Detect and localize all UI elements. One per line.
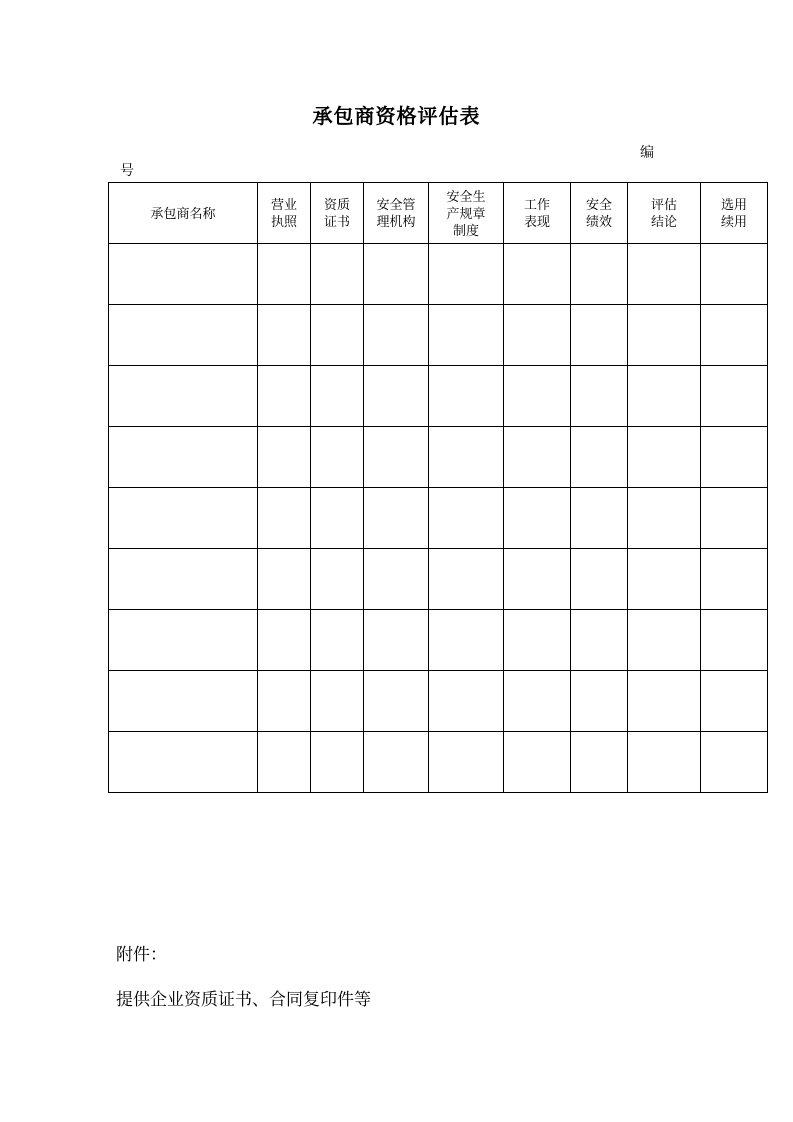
cell-work-performance[interactable] xyxy=(504,671,571,732)
cell-evaluation-conclusion[interactable] xyxy=(628,610,701,671)
column-header-business-license-line-1: 营业 xyxy=(270,197,297,212)
column-header-safety-management-org-line-1: 安全管 xyxy=(376,197,416,212)
table-row xyxy=(109,488,768,549)
cell-business-license[interactable] xyxy=(258,732,311,793)
cell-business-license[interactable] xyxy=(258,488,311,549)
cell-safety-performance[interactable] xyxy=(571,488,628,549)
cell-selection-renewal[interactable] xyxy=(701,244,768,305)
cell-selection-renewal[interactable] xyxy=(701,488,768,549)
cell-safety-management-org[interactable] xyxy=(364,610,429,671)
cell-safety-performance[interactable] xyxy=(571,732,628,793)
cell-selection-renewal[interactable] xyxy=(701,671,768,732)
cell-business-license[interactable] xyxy=(258,671,311,732)
cell-safety-production-rules[interactable] xyxy=(429,732,504,793)
column-header-contractor-name-line-1: 承包商名称 xyxy=(150,205,216,221)
cell-safety-management-org[interactable] xyxy=(364,305,429,366)
attachment-text: 提供企业资质证书、合同复印件等 xyxy=(116,990,371,1009)
cell-safety-performance[interactable] xyxy=(571,305,628,366)
cell-contractor-name[interactable] xyxy=(109,305,258,366)
cell-qualification-certificate[interactable] xyxy=(311,244,364,305)
cell-selection-renewal[interactable] xyxy=(701,305,768,366)
cell-safety-performance[interactable] xyxy=(571,671,628,732)
cell-safety-production-rules[interactable] xyxy=(429,610,504,671)
column-header-qualification-certificate xyxy=(311,183,364,244)
cell-selection-renewal[interactable] xyxy=(701,366,768,427)
column-header-safety-production-rules-line-2: 产规章 xyxy=(446,205,486,221)
serial-number-label-part2: 号 xyxy=(120,162,134,178)
cell-contractor-name[interactable] xyxy=(109,488,258,549)
cell-safety-performance[interactable] xyxy=(571,427,628,488)
table-header xyxy=(109,183,768,244)
column-header-evaluation-conclusion xyxy=(628,183,701,244)
cell-safety-management-org[interactable] xyxy=(364,366,429,427)
cell-selection-renewal[interactable] xyxy=(701,610,768,671)
cell-evaluation-conclusion[interactable] xyxy=(628,488,701,549)
cell-contractor-name[interactable] xyxy=(109,366,258,427)
cell-selection-renewal[interactable] xyxy=(701,549,768,610)
column-header-business-license xyxy=(258,183,311,244)
column-header-work-performance-line-1: 工作 xyxy=(523,197,550,212)
column-header-safety-management-org-line-2: 理机构 xyxy=(376,214,416,229)
cell-safety-production-rules[interactable] xyxy=(429,244,504,305)
table-row xyxy=(109,610,768,671)
cell-work-performance[interactable] xyxy=(504,610,571,671)
column-header-business-license-line-2: 执照 xyxy=(270,214,297,229)
cell-safety-performance[interactable] xyxy=(571,366,628,427)
cell-qualification-certificate[interactable] xyxy=(311,610,364,671)
cell-business-license[interactable] xyxy=(258,427,311,488)
cell-safety-production-rules[interactable] xyxy=(429,488,504,549)
cell-business-license[interactable] xyxy=(258,366,311,427)
cell-safety-performance[interactable] xyxy=(571,244,628,305)
cell-business-license[interactable] xyxy=(258,549,311,610)
cell-contractor-name[interactable] xyxy=(109,671,258,732)
table-row xyxy=(109,305,768,366)
cell-qualification-certificate[interactable] xyxy=(311,549,364,610)
cell-work-performance[interactable] xyxy=(504,244,571,305)
column-header-safety-performance xyxy=(571,183,628,244)
cell-work-performance[interactable] xyxy=(504,488,571,549)
cell-selection-renewal[interactable] xyxy=(701,732,768,793)
column-header-evaluation-conclusion-line-2: 结论 xyxy=(650,214,677,229)
cell-work-performance[interactable] xyxy=(504,366,571,427)
cell-contractor-name[interactable] xyxy=(109,549,258,610)
cell-qualification-certificate[interactable] xyxy=(311,305,364,366)
cell-evaluation-conclusion[interactable] xyxy=(628,732,701,793)
contractor-evaluation-table xyxy=(108,182,768,793)
table-row xyxy=(109,244,768,305)
table-body xyxy=(109,244,768,793)
cell-safety-management-org[interactable] xyxy=(364,549,429,610)
column-header-contractor-name xyxy=(109,183,258,244)
cell-safety-production-rules[interactable] xyxy=(429,366,504,427)
cell-safety-production-rules[interactable] xyxy=(429,305,504,366)
cell-qualification-certificate[interactable] xyxy=(311,427,364,488)
column-header-work-performance xyxy=(504,183,571,244)
table-row xyxy=(109,366,768,427)
cell-safety-management-org[interactable] xyxy=(364,732,429,793)
cell-qualification-certificate[interactable] xyxy=(311,488,364,549)
cell-work-performance[interactable] xyxy=(504,305,571,366)
column-header-safety-production-rules-line-3: 制度 xyxy=(452,222,479,238)
table-row xyxy=(109,427,768,488)
cell-work-performance[interactable] xyxy=(504,549,571,610)
cell-qualification-certificate[interactable] xyxy=(311,732,364,793)
column-header-selection-renewal-line-2: 续用 xyxy=(720,214,747,229)
cell-evaluation-conclusion[interactable] xyxy=(628,427,701,488)
table-row xyxy=(109,732,768,793)
cell-safety-production-rules[interactable] xyxy=(429,671,504,732)
column-header-safety-production-rules xyxy=(429,183,504,244)
cell-evaluation-conclusion[interactable] xyxy=(628,244,701,305)
column-header-safety-production-rules-line-1: 安全生 xyxy=(446,188,486,204)
cell-selection-renewal[interactable] xyxy=(701,427,768,488)
cell-evaluation-conclusion[interactable] xyxy=(628,549,701,610)
column-header-selection-renewal-line-1: 选用 xyxy=(720,197,747,212)
cell-qualification-certificate[interactable] xyxy=(311,671,364,732)
cell-contractor-name[interactable] xyxy=(109,244,258,305)
table-row xyxy=(109,671,768,732)
cell-business-license[interactable] xyxy=(258,305,311,366)
column-header-qualification-certificate-line-2: 证书 xyxy=(323,214,350,229)
cell-business-license[interactable] xyxy=(258,610,311,671)
table-header-row xyxy=(109,183,768,244)
cell-business-license[interactable] xyxy=(258,244,311,305)
page-title: 承包商资格评估表 xyxy=(312,106,481,128)
attachment-title: 附件： xyxy=(116,945,167,964)
cell-work-performance[interactable] xyxy=(504,427,571,488)
cell-evaluation-conclusion[interactable] xyxy=(628,305,701,366)
table-row xyxy=(109,549,768,610)
cell-contractor-name[interactable] xyxy=(109,427,258,488)
column-header-safety-performance-line-1: 安全 xyxy=(585,197,612,212)
cell-evaluation-conclusion[interactable] xyxy=(628,366,701,427)
column-header-evaluation-conclusion-line-1: 评估 xyxy=(650,197,677,212)
cell-safety-management-org[interactable] xyxy=(364,671,429,732)
serial-number-label-part1: 编 xyxy=(640,144,654,160)
column-header-qualification-certificate-line-1: 资质 xyxy=(323,197,350,212)
cell-safety-production-rules[interactable] xyxy=(429,427,504,488)
column-header-selection-renewal xyxy=(701,183,768,244)
cell-work-performance[interactable] xyxy=(504,732,571,793)
cell-safety-performance[interactable] xyxy=(571,610,628,671)
cell-safety-performance[interactable] xyxy=(571,549,628,610)
cell-safety-management-org[interactable] xyxy=(364,488,429,549)
cell-evaluation-conclusion[interactable] xyxy=(628,671,701,732)
cell-safety-management-org[interactable] xyxy=(364,244,429,305)
column-header-work-performance-line-2: 表现 xyxy=(523,214,550,229)
column-header-safety-performance-line-2: 绩效 xyxy=(585,214,612,229)
cell-contractor-name[interactable] xyxy=(109,732,258,793)
cell-safety-management-org[interactable] xyxy=(364,427,429,488)
cell-qualification-certificate[interactable] xyxy=(311,366,364,427)
cell-contractor-name[interactable] xyxy=(109,610,258,671)
cell-safety-production-rules[interactable] xyxy=(429,549,504,610)
column-header-safety-management-org xyxy=(364,183,429,244)
